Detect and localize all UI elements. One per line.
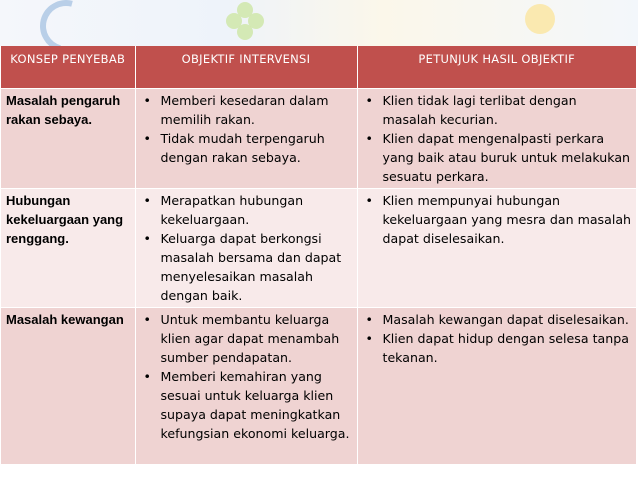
table-row bbox=[1, 308, 636, 465]
list-item-text: Klien mempunyai hubungan kekeluargaan yang mesra dan masalah dapat diselesaikan. bbox=[382, 193, 632, 246]
sun-decoration-icon bbox=[525, 4, 555, 34]
list-item-text: Tidak mudah terpengaruh dengan rakan sebaya. bbox=[160, 131, 325, 165]
cause-cell: Masalah pengaruh rakan sebaya. bbox=[1, 89, 135, 189]
list-item-text: Masalah kewangan dapat diselesaikan. bbox=[382, 312, 629, 327]
list-item bbox=[363, 329, 633, 367]
list-item-text: Keluarga dapat berkongsi masalah bersama dan dapat menyelesaikan masalah dengan baik. bbox=[160, 231, 342, 303]
list-item-text: Merapatkan hubungan kekeluargaan. bbox=[160, 193, 304, 227]
cause-cell: Hubungan kekeluargaan yang renggang. bbox=[1, 189, 135, 308]
bullet-icon: • bbox=[143, 369, 151, 384]
list-item-text: Memberi kemahiran yang sesuai untuk keluarga klien supaya dapat meningkatkan kefungsian ekonomi keluarga. bbox=[160, 369, 350, 441]
swirl-decoration-icon bbox=[30, 0, 101, 46]
header-cause: KONSEP PENYEBAB bbox=[1, 46, 135, 89]
indicator-cell bbox=[357, 308, 636, 465]
objective-cell bbox=[135, 308, 357, 465]
bullet-icon: • bbox=[365, 193, 373, 208]
list-item bbox=[363, 191, 633, 248]
intervention-table bbox=[1, 46, 636, 464]
list-item-text: Klien tidak lagi terlibat dengan masalah kecurian. bbox=[382, 93, 577, 127]
bullet-icon: • bbox=[365, 93, 373, 108]
indicator-cell bbox=[357, 89, 636, 189]
indicator-cell bbox=[357, 189, 636, 308]
cause-cell: Masalah kewangan bbox=[1, 308, 135, 465]
objective-cell bbox=[135, 189, 357, 308]
intervention-table-container bbox=[1, 46, 636, 479]
bullet-icon: • bbox=[143, 93, 151, 108]
slide-background-banner bbox=[0, 0, 638, 46]
list-item bbox=[141, 129, 353, 167]
list-item-text: Untuk membantu keluarga klien agar dapat menambah sumber pendapatan. bbox=[160, 312, 340, 365]
list-item bbox=[363, 91, 633, 129]
list-item bbox=[141, 91, 353, 129]
bullet-icon: • bbox=[143, 193, 151, 208]
list-item bbox=[363, 310, 633, 329]
table-header-row bbox=[1, 46, 636, 89]
list-item bbox=[363, 129, 633, 186]
bullet-icon: • bbox=[143, 312, 151, 327]
list-item bbox=[141, 191, 353, 229]
header-indicator: PETUNJUK HASIL OBJEKTIF bbox=[357, 46, 636, 89]
bullet-icon: • bbox=[143, 131, 151, 146]
bullet-icon: • bbox=[365, 331, 373, 346]
table-row bbox=[1, 189, 636, 308]
table-row bbox=[1, 89, 636, 189]
list-item-text: Memberi kesedaran dalam memilih rakan. bbox=[160, 93, 329, 127]
bullet-icon: • bbox=[365, 131, 373, 146]
list-item-text: Klien dapat mengenalpasti perkara yang baik atau buruk untuk melakukan sesuatu perkara. bbox=[382, 131, 631, 184]
flower-decoration-icon bbox=[226, 2, 264, 40]
bullet-icon: • bbox=[365, 312, 373, 327]
list-item bbox=[141, 310, 353, 367]
bullet-icon: • bbox=[143, 231, 151, 246]
list-item bbox=[141, 367, 353, 443]
list-item-text: Klien dapat hidup dengan selesa tanpa tekanan. bbox=[382, 331, 629, 365]
list-item bbox=[141, 229, 353, 305]
objective-cell bbox=[135, 89, 357, 189]
header-objective: OBJEKTIF INTERVENSI bbox=[135, 46, 357, 89]
